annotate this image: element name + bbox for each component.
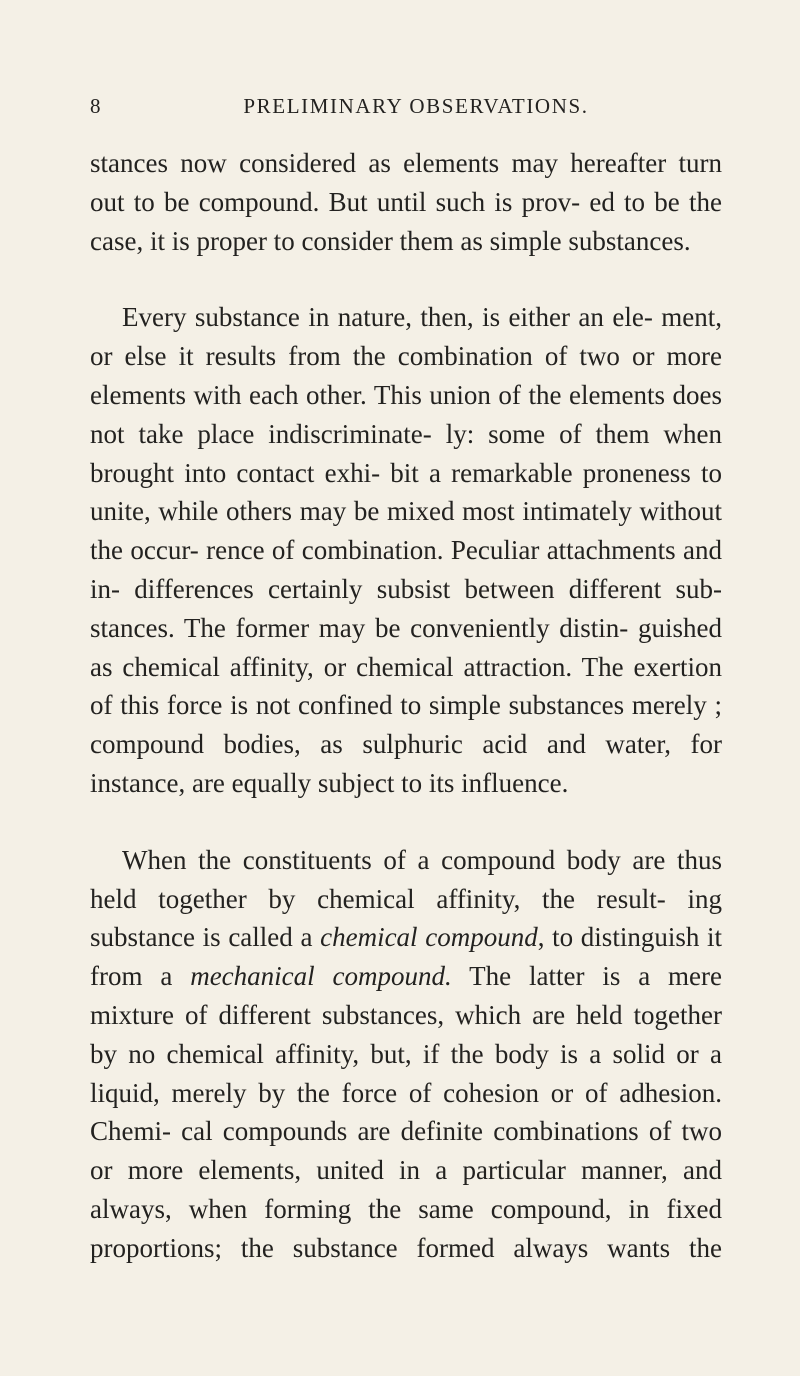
paragraph-text: , to distinguish it from a bbox=[90, 922, 723, 992]
running-title: PRELIMINARY OBSERVATIONS. bbox=[243, 94, 589, 118]
paragraph-chemical-affinity: Every substance in nature, then, is either an ele- ment, or else it results from the combination of two or more elements with each other. This union of the elements does not take place indiscriminate- ly: some of them when brought into contact exhi- bit a remarkable proneness to unite, while others may be mixed most intimately without the occur- rence of combination. Peculiar attachments and in- differences certainly subsist between different sub- stances. The former may be conveniently distin- guished as chemical affinity, or chemical attraction. The exertion of this force is not confined to simple substances merely ; compound bodies, as sulphuric acid and water, for instance, are equally subject to its influence. bbox=[90, 302, 722, 798]
paragraph-continuation: stances now considered as elements may hereafter turn out to be compound. But until such is prov- ed to be the case, it is proper to consider them as simple substances. bbox=[90, 148, 722, 256]
italic-term-mechanical-compound: mechanical compound. bbox=[190, 961, 452, 992]
paragraph-chemical-compound bbox=[90, 841, 722, 1268]
page-number: 8 bbox=[90, 94, 103, 118]
body-text bbox=[90, 144, 722, 1268]
page-header bbox=[90, 94, 722, 124]
italic-term-chemical-compound: chemical compound bbox=[320, 922, 538, 953]
paragraph-text: The latter is a mere mixture of different substances, which are held together by no chemical affinity, but, if the body is a solid or a liquid, merely by the force of cohesion or of adhesion. Chemi- cal compounds are definite combinations of two or more elements, united in a particular manner, and always, when forming the same compound, in fixed proportions; the substance formed always wants the bbox=[90, 961, 723, 1263]
paragraph-text: When the constituents of a compound body are thus held together by chemical affinity, the result- ing substance is called a bbox=[90, 844, 722, 953]
